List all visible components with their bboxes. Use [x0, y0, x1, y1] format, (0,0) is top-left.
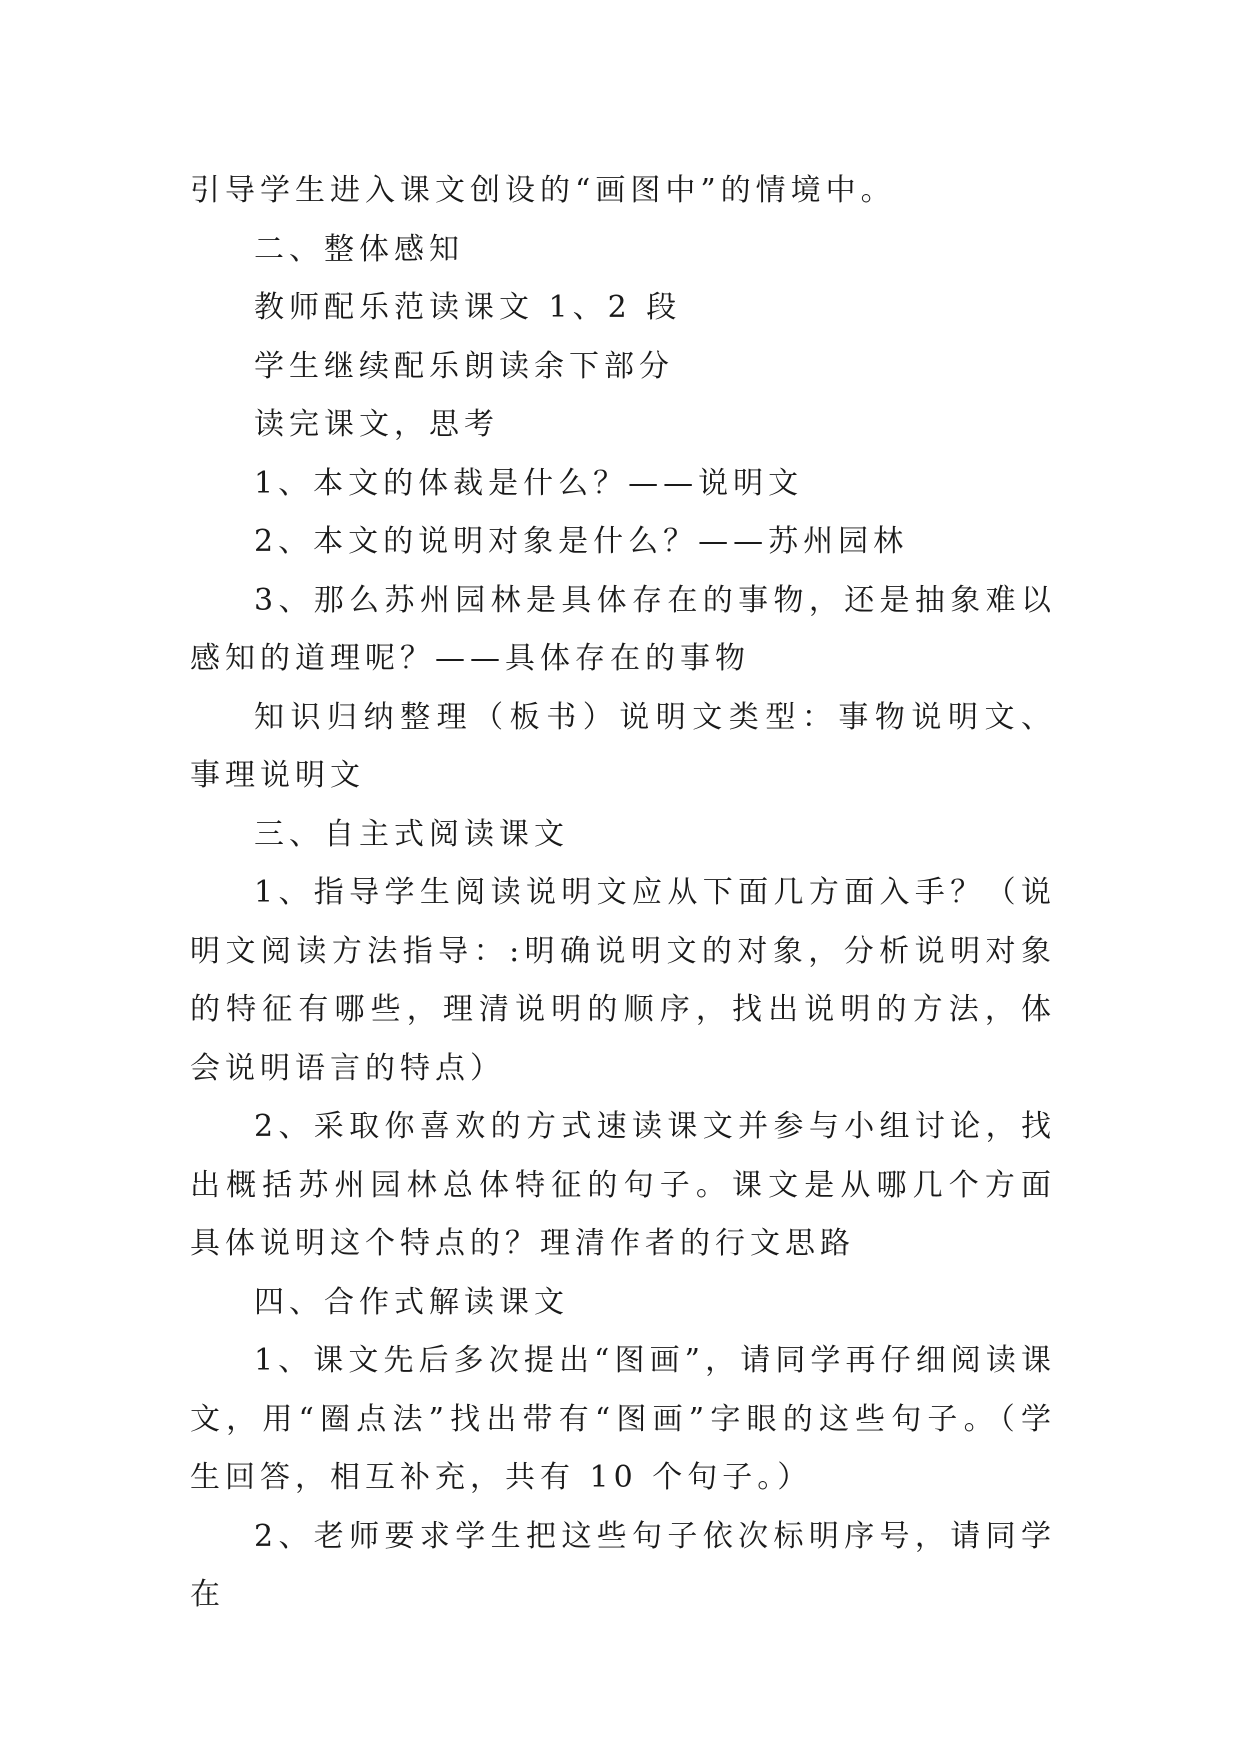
heading-self-reading: 三、自主式阅读课文 — [254, 816, 569, 852]
heading-overall-perception: 二、整体感知 — [254, 231, 464, 267]
question-1: 1、本文的体裁是什么？——说明文 — [254, 465, 804, 501]
heading-cooperative-reading: 四、合作式解读课文 — [254, 1284, 569, 1320]
paragraph-number-sentences: 2、老师要求学生把这些句子依次标明序号，请同学在 — [190, 1518, 1056, 1612]
document-body — [190, 162, 1056, 1625]
paragraph-group-discussion: 2、采取你喜欢的方式速读课文并参与小组讨论，找出概括苏州园林总体特征的句子。课文是从哪几个方面具体说明这个特点的？理清作者的行文思路 — [190, 1109, 1056, 1261]
paragraph-knowledge-summary: 知识归纳整理（板书）说明文类型：事物说明文、事理说明文 — [190, 699, 1056, 793]
paragraph-think: 读完课文，思考 — [254, 407, 499, 442]
paragraph-teacher-reading: 教师配乐范读课文 1、2 段 — [254, 290, 682, 325]
question-3: 3、那么苏州园林是具体存在的事物，还是抽象难以感知的道理呢？——具体存在的事物 — [190, 582, 1056, 676]
paragraph-student-reading: 学生继续配乐朗读余下部分 — [254, 348, 674, 384]
paragraph-intro: 引导学生进入课文创设的“画图中”的情境中。 — [190, 173, 896, 208]
question-2: 2、本文的说明对象是什么？——苏州园林 — [254, 524, 909, 559]
paragraph-reading-guide: 1、指导学生阅读说明文应从下面几方面入手？（说明文阅读方法指导：:明确说明文的对象，分析说明对象的特征有哪些，理清说明的顺序，找出说明的方法，体会说明语言的特点） — [190, 875, 1056, 1086]
paragraph-find-sentences: 1、课文先后多次提出“图画”，请同学再仔细阅读课文，用“圈点法”找出带有“图画”字眼的这些句子。（学生回答，相互补充，共有 10 个句子。） — [190, 1343, 1056, 1495]
